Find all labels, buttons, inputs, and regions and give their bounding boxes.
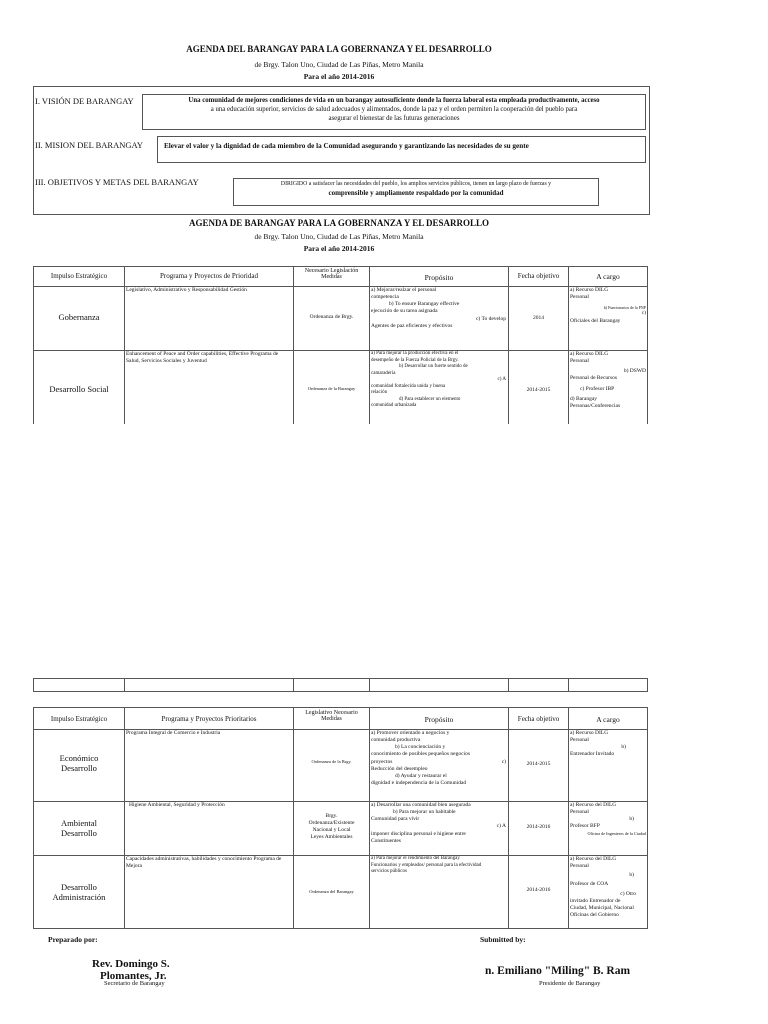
t2-row2-purpose-line: c) A [496,823,506,830]
t2-row2-purpose-line: imponer disciplina personal e higiene entre [371,830,466,837]
t1-header-programa: Programa y Proyectos de Prioridad [160,272,258,280]
t2-row3-charge-line: Profesor de COA [570,881,609,888]
t2-row2-category [35,818,123,838]
t1-header-legislacion: Necesario Legislación Medidas [304,268,359,280]
t2-row1-purpose-line: b) La concienciación y [395,744,446,751]
submitted-by-label: Submitted by: [480,935,526,944]
t1-row1-charge [570,287,646,325]
t2-row2-charge-line: b) [629,816,634,823]
t2-row2-legislation-line: Brgy. [325,813,338,819]
t2-row1-purpose [371,730,506,787]
vision-line-3: asegurar el bienestar de las futuras generaciones [328,114,460,122]
t1-header-proposito: Propósito [424,273,454,282]
t2-row2-category-line: Desarrollo [61,828,97,838]
t1-header-fecha: Fecha objetivo [517,272,560,280]
t1-row2-purpose-line: c) A [497,377,506,382]
t1-row2-charge-line: Personal [570,358,589,365]
t2-row1-category [35,753,123,773]
t2-row2-purpose-line: b) Para mejorar un habitable [393,809,456,816]
preparer-name-line-2: Plomantes, Jr. [100,970,167,982]
t2-row2-program: Higiene Ambiental, Seguridad y Protección [129,802,225,808]
t2-row1-charge-line: Personal [570,737,589,744]
t2-row1-charge-line: a) Recurso DILG [570,730,609,736]
t2-row1-charge-line: b) [621,744,626,751]
location-subtitle-2: de Brgy. Talon Uno, Ciudad de Las Piñas, Metro Manila [254,232,424,241]
objectives-line-2: comprensible y ampliamente respaldado por la comunidad [328,188,504,197]
mission-text: Elevar el valor y la dignidad de cada miembro de la Comunidad asegurando y garantizando las necesidades de su gente [164,142,529,150]
t2-row2-date: 2014-2016 [526,824,551,830]
vision-line-1: Una comunidad de mejores condiciones de vida en un barangay autosuficiente donde la fuerza laboral esta empleada productivamente, acceso [188,97,600,104]
t2-row1-purpose-line: d) Ayudar y restaurar el [395,772,447,779]
t2-row3-purpose-line: a) Para mejorar el rendimiento del Barangay [371,856,460,861]
t2-row2-charge-line: Profesor BFP [570,823,600,830]
vision-line-2: a una educación superior, servicios de salud adecuados y alimentados, donde la paz y el orden permiten la cooperación del pueblo para [210,105,578,113]
t1-row1-purpose-line: Agentes de paz eficientes y efectivos [371,322,453,329]
t1-row2-charge [570,351,646,410]
submitter-name: n. Emiliano "Miling" B. Ram [485,965,631,977]
t2-row3-category [35,882,123,902]
t2-header-proposito: Propósito [424,715,454,724]
t2-row1-purpose-line: dignidad e independencia de la Comunidad [371,779,467,786]
objectives-line-1: DIRIGIDO a satisfacer las necesidades del pueblo, los amplios servicios públicos, tienen un largo plazo de fuerzas y [280,181,552,187]
t1-header-cargo: A cargo [596,272,620,281]
t2-row3-purpose [371,856,506,876]
t1-row2-purpose-line: comunidad urbanizada [371,403,417,408]
t1-row2-charge-line: c) Profesor IBP [580,385,615,392]
t2-row2-charge-line: Oficina de Ingenieros de la Ciudad [587,830,646,836]
t1-row2-charge-line: Personas/Conferencias [570,402,621,409]
t1-row1-purpose-line: c) To develop [475,315,506,322]
preparer-name-line-1: Rev. Domingo S. [92,958,170,970]
t1-row1-charge-line: a) Recurso DILG [570,287,609,293]
location-subtitle-1: de Brgy. Talon Uno, Ciudad de Las Piñas, Metro Manila [254,60,424,69]
t2-row2-purpose-line: a) Desarrollar una comunidad bien asegurada [371,802,471,808]
t2-row3-purpose-line: servicios públicos [371,869,407,874]
year-subtitle-2: Para el año 2014-2016 [303,244,375,253]
t1-row1-legislation: Ordenanza de Brgy. [309,314,354,320]
t1-row1-charge-line: Personal [570,294,589,301]
t2-row1-charge [570,730,646,759]
t1-row2-date: 2014-2015 [526,387,551,393]
t1-row2-purpose-line: b) Desarrollar un fuerte sentido de [399,364,468,369]
agenda-table-2 [33,707,648,929]
t2-row2-category-line: Ambiental [61,818,97,828]
vision-box [142,94,646,130]
t2-row2-purpose-line: Constituentes [371,837,401,844]
t1-row1-purpose [371,287,506,330]
t1-row2-category: Desarrollo Social [49,384,109,394]
t2-row1-purpose-line: proyectos [371,758,393,765]
t2-header-legislativo: Legislativo Necesario Medidas [305,710,358,722]
vision-label: I. VISIÓN DE BARANGAY [35,96,134,106]
t2-row2-purpose [371,802,506,845]
t2-row2-legislation-line: Nacional y Local [312,827,351,834]
t2-row2-purpose-line: Comunidad para vivir [371,816,420,823]
t1-row2-purpose-line: desempeño de la Fuerza Policial de la Brgy. [371,357,459,363]
t2-row1-date: 2014-2015 [526,761,551,767]
agenda-table-1 [33,266,648,692]
t1-row2-legislation: Ordenanza de la Barangay [307,386,356,391]
t2-row2-charge-line: a) Recurso del DILG [570,802,617,808]
t1-row1-program: Legislativo, Administrativo y Responsabilidad Gestión [126,287,247,293]
t2-row3-program: Capacidades administrativas, habilidades y conocimiento Programa de Mejora [126,856,282,870]
t1-row2-purpose-line: relación [371,390,388,395]
t2-row3-charge-line: invitado Entrenador de [570,897,621,904]
submitter-role: Presidente de Barangay [539,980,601,987]
t1-row1-charge-line: Oficiales del Barangay [570,317,621,324]
t1-row2-purpose-line: d) Para establecer un elemento [399,396,461,402]
t2-row1-category-line: Desarrollo [61,763,97,773]
t2-row3-charge-line: b) [629,872,634,879]
t2-row3-charge [570,856,646,919]
t2-header-cargo: A cargo [596,715,620,724]
t2-row3-charge-line: a) Recurso del DILG [570,856,617,862]
t1-header-impulso: Impulso Estratégico [50,272,108,280]
objectives-box [233,178,599,206]
t2-row3-charge-line: Ciudad, Municipal, Nacional [570,904,634,911]
t2-row1-category-line: Económico [59,753,99,763]
t2-row1-purpose-line: Reducción del desempleo [371,765,428,772]
agenda-title-1: AGENDA DEL BARANGAY PARA LA GOBERNANZA Y EL DESARROLLO [186,44,492,54]
t1-row2-purpose [371,351,506,410]
t2-row2-charge-line: Personal [570,809,589,816]
t2-row3-category-line: Administración [52,892,106,902]
t2-row2-legislation [295,813,368,842]
t2-row1-legislation: Ordenanza de la Brgy. [311,759,352,764]
t2-row1-purpose-line: c) [501,758,506,765]
t1-row1-category: Gobernanza [58,312,100,322]
t1-row1-purpose-line: a) Mejorar/realzar el personal [371,287,437,293]
preparer-role: Secretario de Barangay [104,980,165,987]
t1-row2-charge-line: b) DSWD [623,368,646,375]
t2-row1-purpose-line: comunidad productiva [371,737,421,744]
year-subtitle-1: Para el año 2014-2016 [303,72,375,81]
t2-row3-purpose-line: Funcionarios y empleados/ personal para la efectividad [371,862,482,868]
t2-row3-legislation: Ordenanza del Barangay [309,889,354,894]
t1-row1-purpose-line: ejecución de su tarea asignada [371,308,438,315]
t2-row3-category-line: Desarrollo [61,882,97,892]
t1-row2-purpose-line: comunidad fortalecida unida y buena [371,383,446,389]
mission-box [157,136,646,163]
t1-row1-purpose-line: b) To ensure Barangay effective [389,301,460,308]
t2-row3-date: 2014-2016 [526,887,551,893]
prepared-by-label: Preparado por: [48,935,98,944]
t2-row1-purpose-line: a) Promover orientado a negocios y [371,730,450,736]
t1-row2-purpose-line: camaradería [371,370,396,376]
t1-row1-purpose-line: competencia [371,294,399,301]
t1-row1-charge-line: c) [641,310,646,317]
t2-row1-charge-line: Entrenador Invitado [570,751,615,758]
t1-row2-purpose-line: a) Para mejorar la producción efectiva en el [371,351,459,356]
t1-row2-charge-line: d) Barangay [570,395,598,402]
t1-row2-charge-line: a) Recurso DILG [570,351,609,357]
t1-row2-charge-line: Personal de Recursos [570,375,618,382]
t2-header-fecha: Fecha objetivo [517,715,560,723]
t2-header-programa: Programa y Proyectos Prioritarios [161,715,257,723]
t1-row2-program: Enhancement of Peace and Order capabilities, Effective Programa de Salud, Servicios Sociales y Juventud [126,351,279,365]
objectives-label: III. OBJETIVOS Y METAS DEL BARANGAY [35,177,199,187]
mission-label: II. MISION DEL BARANGAY [35,140,143,150]
t2-row1-program: Programa Integral de Comercio e Industria [126,730,221,736]
t2-row3-charge-line: Oficinas del Gobierno [570,911,619,918]
t2-row1-purpose-line: conocimiento de posibles pequeños negocios [371,751,470,758]
t1-row1-charge-line: b) Funcionarios de la PNP [603,305,646,311]
t2-row2-legislation-line: Leyes Ambientales [310,834,353,841]
t1-row1-date: 2014 [533,315,544,321]
t2-row3-charge-line: c) Otro [620,890,636,897]
t2-header-impulso: Impulso Estratégico [50,715,108,723]
agenda-title-2: AGENDA DE BARANGAY PARA LA GOBERNANZA Y EL DESARROLLO [188,218,490,228]
t2-row2-charge [570,802,646,836]
t2-row2-legislation-line: Ordenanza/Existente [308,820,355,827]
t2-row3-charge-line: Personal [570,863,589,870]
